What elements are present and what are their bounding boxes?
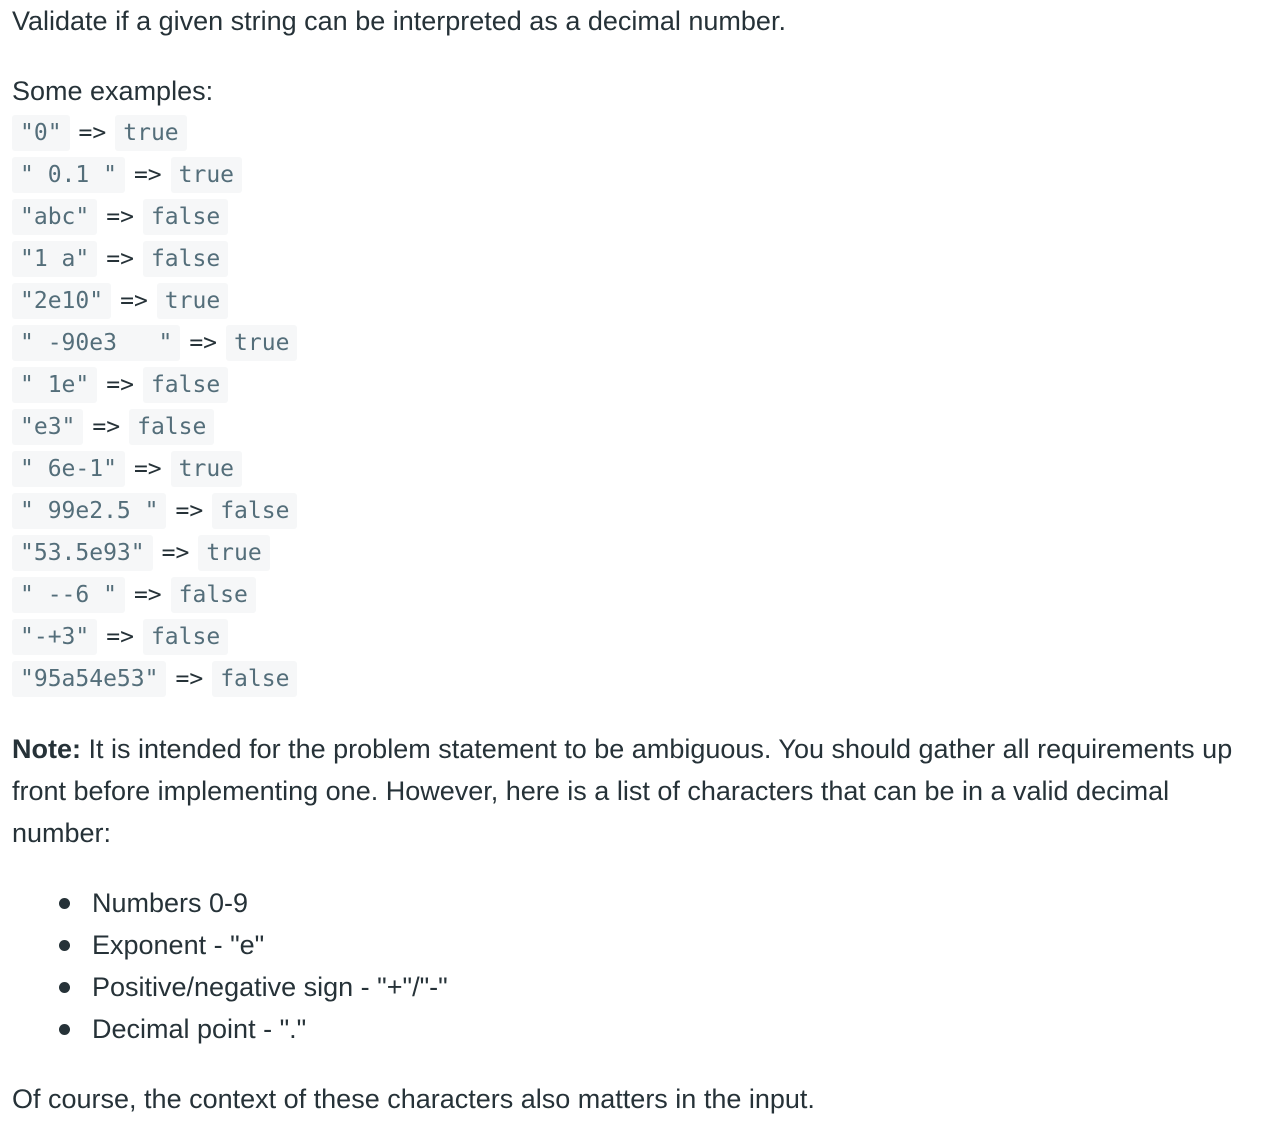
example-input: " 6e-1" xyxy=(12,451,125,487)
example-arrow: => xyxy=(175,498,204,524)
example-input: "53.5e93" xyxy=(12,535,153,571)
examples-heading: Some examples: xyxy=(12,76,214,106)
example-row xyxy=(12,490,1272,532)
note-label: Note: xyxy=(12,734,81,764)
list-item-text: Decimal point - "." xyxy=(92,1014,307,1044)
example-row xyxy=(12,280,1272,322)
example-input: "e3" xyxy=(12,409,83,445)
example-result: true xyxy=(171,451,242,487)
example-input: "abc" xyxy=(12,199,97,235)
example-result: false xyxy=(129,409,214,445)
example-result: false xyxy=(212,661,297,697)
example-input: " 99e2.5 " xyxy=(12,493,166,529)
example-row xyxy=(12,448,1272,490)
example-row xyxy=(12,112,1272,154)
example-result: true xyxy=(115,115,186,151)
example-input: "0" xyxy=(12,115,70,151)
example-result: true xyxy=(157,283,228,319)
example-row xyxy=(12,616,1272,658)
example-result: false xyxy=(171,577,256,613)
example-arrow: => xyxy=(106,624,134,650)
example-arrow: => xyxy=(133,582,162,608)
example-arrow: => xyxy=(106,246,134,272)
list-item-text: Positive/negative sign - "+"/"-" xyxy=(92,972,448,1002)
example-input: " -90e3 " xyxy=(12,325,180,361)
example-result: false xyxy=(143,241,228,277)
example-result: false xyxy=(143,619,228,655)
example-input: " 0.1 " xyxy=(12,157,125,193)
note-paragraph xyxy=(12,728,1272,854)
list-item xyxy=(12,882,1272,924)
example-row xyxy=(12,154,1272,196)
bullet-icon xyxy=(59,982,70,993)
example-row xyxy=(12,196,1272,238)
example-arrow: => xyxy=(106,204,134,230)
example-row xyxy=(12,658,1272,700)
example-result: true xyxy=(171,157,242,193)
list-item xyxy=(12,1008,1272,1050)
example-row xyxy=(12,322,1272,364)
example-arrow: => xyxy=(175,666,204,692)
bullet-icon xyxy=(59,1024,70,1035)
example-input: " --6 " xyxy=(12,577,125,613)
example-row xyxy=(12,364,1272,406)
list-item xyxy=(12,924,1272,966)
examples-list xyxy=(12,112,1272,700)
example-arrow: => xyxy=(106,372,134,398)
example-arrow: => xyxy=(133,162,162,188)
example-input: "1 a" xyxy=(12,241,97,277)
example-result: false xyxy=(212,493,297,529)
list-item-text: Exponent - "e" xyxy=(92,930,265,960)
example-arrow: => xyxy=(120,288,148,314)
valid-characters-list xyxy=(12,882,1272,1050)
example-row xyxy=(12,574,1272,616)
example-input: " 1e" xyxy=(12,367,97,403)
intro-text: Validate if a given string can be interpreted as a decimal number. xyxy=(12,6,786,36)
example-arrow: => xyxy=(133,456,162,482)
example-arrow: => xyxy=(92,414,121,440)
closing-text: Of course, the context of these characters also matters in the input. xyxy=(12,1084,815,1114)
example-arrow: => xyxy=(161,540,190,566)
example-input: "95a54e53" xyxy=(12,661,166,697)
example-result: true xyxy=(226,325,297,361)
example-arrow: => xyxy=(78,120,107,146)
list-item xyxy=(12,966,1272,1008)
example-result: false xyxy=(143,199,228,235)
example-row xyxy=(12,238,1272,280)
bullet-icon xyxy=(59,940,70,951)
example-result: false xyxy=(143,367,228,403)
note-text: It is intended for the problem statement to be ambiguous. You should gather all requirements up front before implementing one. However, here is a list of characters that can be in a valid decimal number: xyxy=(12,734,1233,848)
example-input: "-+3" xyxy=(12,619,97,655)
example-input: "2e10" xyxy=(12,283,111,319)
bullet-icon xyxy=(59,898,70,909)
problem-description xyxy=(12,0,1272,1120)
list-item-text: Numbers 0-9 xyxy=(92,888,249,918)
example-row xyxy=(12,406,1272,448)
example-result: true xyxy=(198,535,269,571)
example-arrow: => xyxy=(189,330,218,356)
example-row xyxy=(12,532,1272,574)
